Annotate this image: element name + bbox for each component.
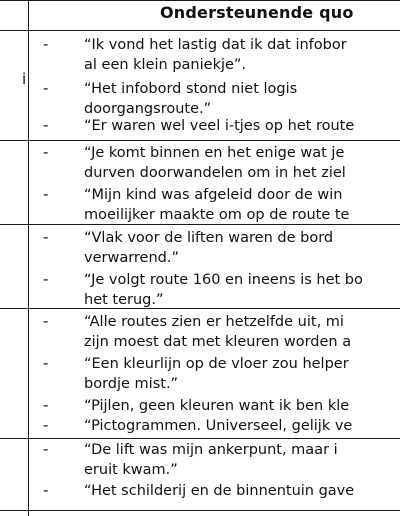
bullet-dash: - xyxy=(43,228,49,246)
column-header: Ondersteunende quo xyxy=(160,3,354,22)
bullet-dash: - xyxy=(43,185,49,203)
quote-line: “Pictogrammen. Universeel, gelijk ve xyxy=(84,418,353,434)
quote-line: “Alle routes zien er hetzelfde uit, mi xyxy=(84,314,344,330)
quote-line: doorgangsroute.” xyxy=(84,101,212,117)
quote-line: “Er waren wel veel i-tjes op het route xyxy=(84,118,355,134)
quote-line: durven doorwandelen om in het ziel xyxy=(84,165,346,181)
row-divider xyxy=(0,308,400,309)
quote-line: “Ik vond het lastig dat ik dat infobor xyxy=(84,37,347,53)
quote-line: “Vlak voor de liften waren de bord xyxy=(84,230,334,246)
table-bottom-border xyxy=(0,510,400,511)
column-divider xyxy=(28,0,29,516)
quote-line: “Je komt binnen en het enige wat je xyxy=(84,145,345,161)
header-divider xyxy=(0,30,400,31)
quote-line: “Het infobord stond niet logis xyxy=(84,81,298,97)
bullet-dash: - xyxy=(43,312,49,330)
quote-line: zijn moest dat met kleuren worden a xyxy=(84,334,352,350)
quote-line: “De lift was mijn ankerpunt, maar i xyxy=(84,442,338,458)
table-top-border xyxy=(0,0,400,1)
bullet-dash: - xyxy=(43,35,49,53)
quote-line: al een klein paniekje”. xyxy=(84,57,247,73)
row-divider xyxy=(0,140,400,141)
quote-line: het terug.” xyxy=(84,292,164,308)
quote-line: “Mijn kind was afgeleid door de win xyxy=(84,187,343,203)
quote-line: “Een kleurlijn op de vloer zou helper xyxy=(84,356,349,372)
bullet-dash: - xyxy=(43,440,49,458)
quote-line: eruit kwam.” xyxy=(84,462,178,478)
left-column-text: i xyxy=(22,70,27,88)
bullet-dash: - xyxy=(43,354,49,372)
bullet-dash: - xyxy=(43,79,49,97)
quote-line: “Het schilderij en de binnentuin gave xyxy=(84,483,355,499)
row-divider xyxy=(0,438,400,439)
bullet-dash: - xyxy=(43,270,49,288)
quote-line: bordje mist.” xyxy=(84,376,179,392)
row-divider xyxy=(0,224,400,225)
bullet-dash: - xyxy=(43,416,49,434)
quote-line: moeilijker maakte om op de route te xyxy=(84,207,350,223)
bullet-dash: - xyxy=(43,143,49,161)
quote-line: “Pijlen, geen kleuren want ik ben kle xyxy=(84,398,350,414)
bullet-dash: - xyxy=(43,396,49,414)
bullet-dash: - xyxy=(43,481,49,499)
quote-line: “Je volgt route 160 en ineens is het bo xyxy=(84,272,363,288)
quote-line: verwarrend.” xyxy=(84,250,179,266)
bullet-dash: - xyxy=(43,116,49,134)
